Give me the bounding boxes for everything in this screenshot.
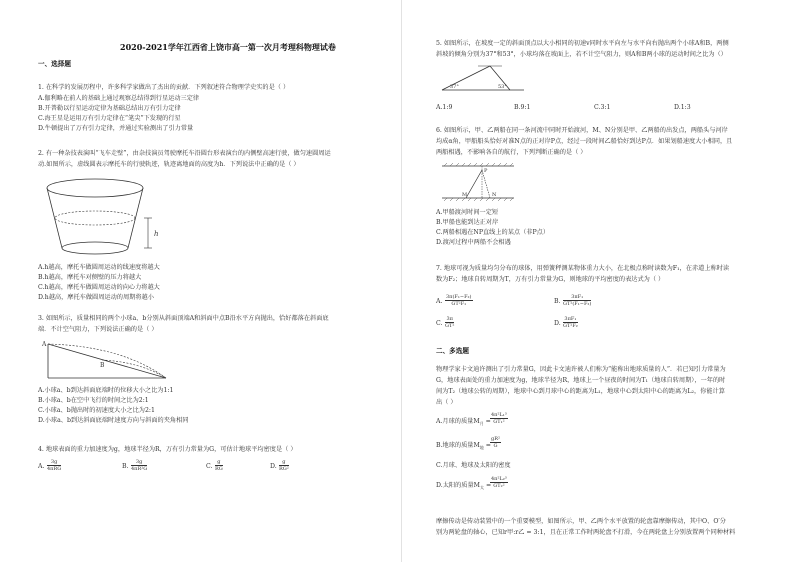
q4-option-a: A. — [38, 463, 45, 470]
height-label: h — [154, 230, 159, 238]
double-slope-diagram — [438, 62, 528, 94]
q2-stem-line2: 动.如图所示，虚线圆表示摩托车的行驶轨迹，轨迹离地面的高度为h．下列说法中正确的是（ ） — [38, 161, 300, 168]
q5-option-c: C.3:1 — [594, 104, 611, 111]
point-a-label: A — [42, 341, 47, 348]
q4-option-a-fraction: 3g 4πRG — [47, 459, 62, 472]
q5-option-b: B.9:1 — [514, 104, 531, 111]
q5-stem-line1: 5. 如图所示，在坡度一定的斜面顶点以大小相同的初速v同时水平向左与水平向右抛出两个小球A和B，两侧 — [436, 40, 729, 47]
q1-option-c: C.海王星是运用万有引力定律在“笔尖”下发现的行星 — [38, 115, 181, 122]
river-diagram — [438, 160, 518, 204]
q7-option-b: B. — [554, 298, 561, 305]
q5-option-d: D.1:3 — [674, 104, 691, 111]
section-multi-choice: 二、多选题 — [436, 347, 469, 355]
q4-option-c: C. — [206, 463, 213, 470]
q4-stem: 4. 地球表面的重力加速度为g，地球半径为R，万有引力常量为G，可估计地球平均密度是（ ） — [38, 446, 297, 453]
q9-stem-line1: 摩擦传动是传动装置中的一个重要模型，如图所示，甲、乙两个水平放置的轮盘靠摩擦传动，其中O、O′分 — [436, 518, 726, 525]
q5-stem-line2: 斜坡的倾角分别为37°和53°，小球均落在坡面上，若不计空气阻力，则A和B两小球的运动时间之比为（） — [436, 51, 727, 58]
q6-option-d: D.渡河过程中两船不会相遇 — [436, 239, 511, 246]
q8-option-c: C.月球、地球及太阳的密度 — [436, 462, 511, 469]
q8-option-b-fraction: $\frac{\text{gR²}}{G}$ — [491, 436, 500, 449]
q1-stem: 1. 在科学的发展历程中，许多科学家做出了杰出的贡献．下列叙述符合物理学史实的是（ ） — [38, 84, 290, 91]
cup-diagram — [40, 176, 160, 258]
q4-option-d-fraction: $\frac{g}{\text{RG²}}$ — [279, 459, 289, 472]
q1-option-d: D.牛顿提出了万有引力定律，并通过实验测出了引力常量 — [38, 125, 194, 132]
q9-stem-line2: 别为两轮盘的轴心，已知r甲:r乙 = 3:1，且在正常工作时两轮盘不打滑，今在两轮盘上分别放置两个同种材料 — [436, 529, 736, 536]
q7-stem-line2: 数为F₂；地球自转周期为T，万有引力常量为G，则地球的平均密度的表达式为（ ） — [436, 276, 665, 283]
incline-diagram — [42, 340, 172, 382]
q8-stem-line1: 物理学家卡文迪许测出了引力常量G，因此卡文迪许被人们称为“能称出地球质量的人”．若已知引力常量为 — [436, 366, 726, 373]
q4-option-d: D. — [270, 463, 277, 470]
q8-stem-line4: 出（ ） — [436, 399, 457, 406]
column-divider — [401, 0, 402, 562]
q7-option-a: A. — [436, 298, 443, 305]
q6-stem-line3: 两船相遇，不影响各自的航行，下列判断正确的是（ ） — [436, 149, 587, 156]
q4-option-b-fraction: $\frac{3g}{\text{4πR²G}}$ — [131, 459, 148, 472]
q7-option-c: C. — [436, 320, 443, 327]
exam-title: 2020-2021学年江西省上饶市高一第一次月考理科物理试卷 — [120, 42, 336, 52]
q6-option-b: B.甲船也能到达正对岸 — [436, 219, 499, 226]
q2-stem-line1: 2. 有一种杂技表演叫“飞车走壁”，由杂技演员驾驶摩托车沿圆台形表演台的内侧壁高速行驶，做匀速圆周运 — [38, 150, 331, 157]
q8-option-a-fraction: $\frac{\text{4π²L₁³}}{\text{GT₁²}}$ — [491, 412, 507, 425]
q7-option-d: D. — [554, 320, 561, 327]
q3-option-d: D.小球a、b到达斜面底端时速度方向与斜面的夹角相同 — [38, 417, 189, 424]
q4-option-b: B. — [122, 463, 129, 470]
q5-option-a: A.1:9 — [436, 104, 453, 111]
q8-option-a: A.月球的质量$M_月$ = — [436, 418, 491, 427]
q2-option-d: D.h越高，摩托车做圆周运动的周期将越小 — [38, 294, 154, 301]
q7-option-c-fraction: $\frac{3\pi}{\text{GT²}}$ — [445, 316, 455, 329]
q6-stem-line1: 6. 如图所示，甲、乙两船在同一条河流中同时开始渡河，M、N分别是甲、乙两船的出发点，两船头与河岸 — [436, 127, 728, 134]
q7-option-a-fraction: $\frac{\text{3π(F₁−F₂)}}{\text{GT²F₁}}$ — [446, 294, 472, 307]
q2-option-b: B.h越高，摩托车对侧壁的压力将越大 — [38, 274, 142, 281]
q3-stem-line2: 端．不计空气阻力，下列说法正确的是（ ） — [38, 326, 158, 333]
q6-stem-line2: 均成α角，甲船船头恰好对准N点的正对岸P点，经过一段时间乙船恰好到达P点．如果划船速度大小相同，且 — [436, 138, 733, 145]
q8-stem-line2: G，地球表面处的重力加速度为g，地球半径为R，地球上一个昼夜的时间为T₁（地球自转周期），一年的时 — [436, 377, 726, 384]
point-n-label: N — [492, 192, 497, 198]
q4-option-c-fraction: $\frac{g}{RG}$ — [215, 459, 223, 472]
q8-option-d: D.太阳的质量$M_太$ = — [436, 482, 492, 491]
q3-option-c: C.小球a、b抛出时的初速度大小之比为2:1 — [38, 407, 155, 414]
q1-option-a: A.伽利略在前人的基础上通过观察总结得到行星运动三定律 — [38, 95, 200, 102]
point-m-label: M — [462, 192, 468, 198]
q8-option-b: B.地球的质量$M_地$ = — [436, 442, 491, 451]
point-p-label: P — [484, 168, 488, 174]
q6-option-c: C.两船相遇在NP直线上的某点（非P点） — [436, 229, 550, 236]
q2-option-a: A.h越高，摩托车做圆周运动的线速度将越大 — [38, 264, 160, 271]
q3-stem-line1: 3. 如图所示，质量相同的两个小球a、b分别从斜面顶端A和斜面中点B沿水平方向抛出，恰好都落在斜面底 — [38, 315, 329, 322]
q7-stem-line1: 7. 地球可视为质量均匀分布的球体，用弹簧秤测某物体重力大小，在北极点称时读数为F₁，在赤道上称时读 — [436, 265, 730, 272]
q7-option-d-fraction: $\frac{\text{3πF₁}}{\text{GT²F₂}}$ — [563, 316, 578, 329]
q2-option-c: C.h越高，摩托车做圆周运动的向心力将越大 — [38, 284, 160, 291]
angle-53-label: 53° — [498, 84, 507, 90]
q8-stem-line3: 间为T₂（地球公转的周期），地球中心到月球中心的距离为L₁，地球中心到太阳中心的距离为L₂，你能计算 — [436, 388, 725, 395]
section-single-choice: 一、选择题 — [38, 60, 71, 68]
point-b-label: B — [100, 362, 105, 369]
q1-option-b: B.开普勒以行星运动定律为基础总结出万有引力定律 — [38, 105, 181, 112]
q3-option-a: A.小球a、b到达斜面底端时的位移大小之比为1:1 — [38, 387, 174, 394]
q6-option-a: A.甲船渡河时间一定短 — [436, 209, 499, 216]
q3-option-b: B.小球a、b在空中飞行的时间之比为2:1 — [38, 397, 149, 404]
q7-option-b-fraction: $\frac{\text{3πF₁}}{\text{GT²(F₁−F₂)}}$ — [563, 294, 592, 307]
q8-option-d-fraction: $\frac{\text{4π²L₂³}}{\text{GT₂²}}$ — [491, 476, 507, 489]
angle-37-label: 37° — [450, 84, 459, 90]
